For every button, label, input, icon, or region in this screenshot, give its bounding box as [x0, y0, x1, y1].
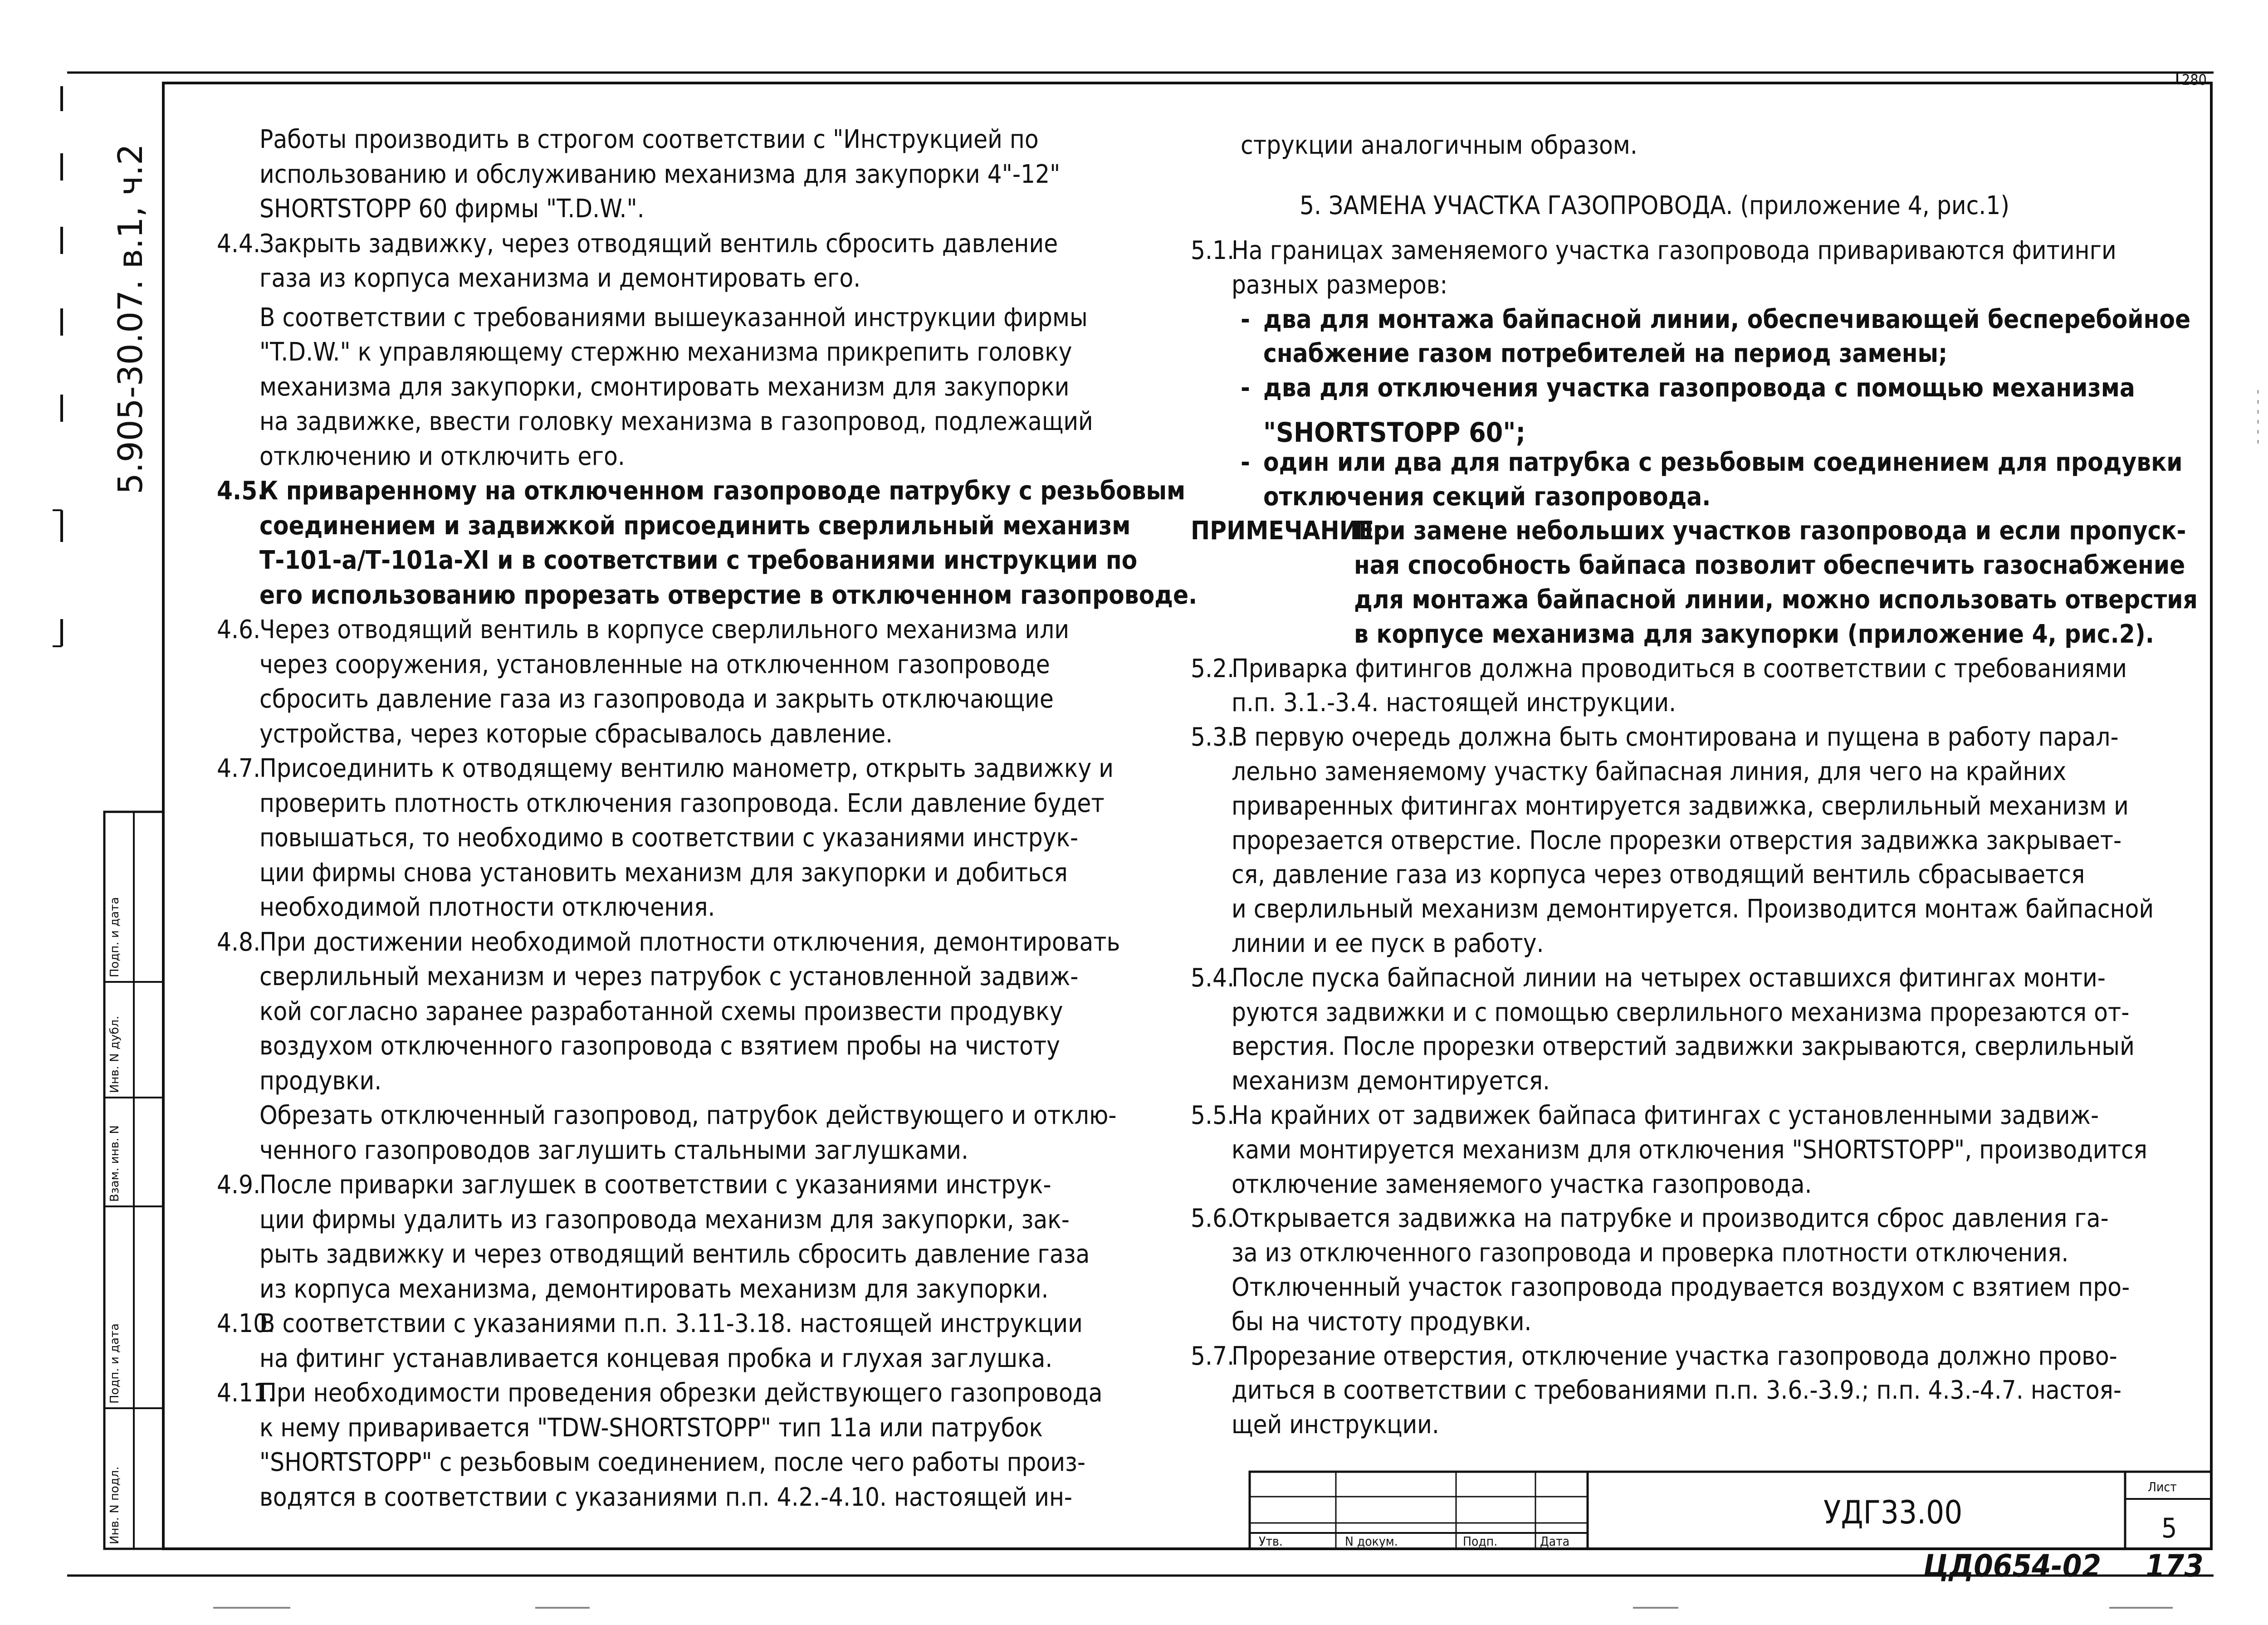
text-line: Отключенный участок газопровода продувается воздухом с взятием про- — [1232, 1273, 2130, 1302]
text-line: использованию и обслуживанию механизма для закупорки 4"-12" — [259, 159, 1061, 189]
text-line: ции фирмы снова установить механизм для закупорки и добиться — [259, 858, 1068, 888]
text-line: снабжение газом потребителей на период замены; — [1263, 339, 1948, 369]
text-line: бы на чистоту продувки. — [1232, 1307, 1532, 1337]
text-line: Закрыть задвижку, через отводящий вентиль сбросить давление — [259, 229, 1058, 259]
side-stamp-label: Инв. N дубл. — [108, 1015, 122, 1093]
side-stamp-label: Подп. и дата — [108, 897, 122, 977]
side-stamp-label: Взам. инв. N — [108, 1125, 122, 1202]
text-line: продувки. — [259, 1066, 382, 1096]
text-line: ная способность байпаса позволит обеспечить газоснабжение — [1354, 551, 2185, 581]
text-line: На границах заменяемого участка газопровода привариваются фитинги — [1232, 236, 2116, 265]
item-number: 5.3. — [1191, 722, 1235, 752]
item-number: 4.5. — [217, 476, 266, 506]
side-stamp-label: Инв. N подл. — [108, 1466, 122, 1544]
sheet-label: Лист — [2148, 1479, 2177, 1494]
text-line: сверлильный механизм и через патрубок с установленной задвиж- — [259, 962, 1079, 991]
text-line: В соответствии с требованиями вышеуказанной инструкции фирмы — [259, 303, 1088, 332]
text-line: за из отключенного газопровода и проверка плотности отключения. — [1232, 1238, 2069, 1268]
text-line: водятся в соответствии с указаниями п.п. 4.2.-4.10. настоящей ин- — [259, 1482, 1073, 1512]
text-line: "SHORTSTOPP 60"; — [1263, 417, 1526, 449]
text-line: К приваренному на отключенном газопроводе патрубку с резьбовым — [259, 476, 1186, 506]
item-number: 4.11. — [217, 1378, 275, 1408]
sheet-number: 5 — [2161, 1513, 2177, 1544]
item-number: 5.7. — [1191, 1341, 1235, 1371]
text-line: Присоединить к отводящему вентилю манометр, открыть задвижку и — [259, 754, 1114, 783]
side-stamp-label: Подп. и дата — [108, 1323, 122, 1404]
text-line: линии и ее пуск в работу. — [1232, 929, 1544, 958]
text-line: При достижении необходимой плотности отключения, демонтировать — [259, 927, 1120, 957]
text-line: прорезается отверстие. После прорезки отверстия задвижка закрывает- — [1232, 825, 2122, 855]
item-number: 4.8. — [217, 927, 261, 957]
text-line: повышаться, то необходимо в соответствии с указаниями инструк- — [259, 823, 1079, 853]
text-line: и сверлильный механизм демонтируется. Производится монтаж байпасной — [1232, 894, 2154, 924]
text-line: п.п. 3.1.-3.4. настоящей инструкции. — [1232, 688, 1677, 718]
text-line: газа из корпуса механизма и демонтировать его. — [259, 264, 861, 293]
text-line: устройства, через которые сбрасывалось давление. — [259, 719, 893, 749]
right-continuation: струкции аналогичным образом. — [1241, 131, 1637, 160]
section-title: 5. ЗАМЕНА УЧАСТКА ГАЗОПРОВОДА. (приложение 4, рис.1) — [1300, 191, 2009, 220]
text-line: отключение заменяемого участка газопровода. — [1232, 1169, 1812, 1199]
text-line: на фитинг устанавливается концевая пробка и глухая заглушка. — [259, 1343, 1053, 1373]
text-line: верстия. После прорезки отверстий задвижки закрываются, сверлильный — [1232, 1032, 2135, 1062]
text-line: "T.D.W." к управляющему стержню механизма прикрепить головку — [259, 337, 1072, 367]
item-number: - — [1241, 447, 1250, 477]
item-number: 5.4. — [1191, 963, 1235, 993]
text-line: ции фирмы удалить из газопровода механизм для закупорки, зак- — [259, 1205, 1070, 1235]
text-line: Через отводящий вентиль в корпусе сверлильного механизма или — [259, 615, 1070, 644]
item-number: 5.1. — [1191, 236, 1235, 265]
item-number: 5.5. — [1191, 1101, 1235, 1130]
text-line: Обрезать отключенный газопровод, патрубок действующего и отклю- — [259, 1101, 1117, 1130]
handwritten-page: 173 — [2146, 1548, 2204, 1584]
page-number: 280 — [2182, 71, 2207, 88]
item-number: 4.7. — [217, 754, 261, 783]
text-line: Т-101-а/Т-101а-XI и в соответствии с требованиями инструкции по — [259, 546, 1138, 575]
text-line: сбросить давление газа из газопровода и закрыть отключающие — [259, 684, 1054, 714]
item-number: ПРИМЕЧАНИЕ: — [1191, 516, 1383, 546]
item-number: - — [1241, 373, 1250, 403]
text-line: ченного газопроводов заглушить стальными заглушками. — [259, 1135, 968, 1165]
document-code: 5.905-30.07. в.1, ч.2 — [111, 143, 150, 494]
text-line: В первую очередь должна быть смонтирована и пущена в работу парал- — [1232, 722, 2119, 752]
text-line: механизм демонтируется. — [1232, 1066, 1550, 1096]
text-line: руются задвижки и с помощью сверлильного механизма прорезаются от- — [1232, 997, 2130, 1027]
text-line: рыть задвижку и через отводящий вентиль сбросить давление газа — [259, 1239, 1090, 1269]
text-line: отключения секций газопровода. — [1263, 482, 1711, 512]
text-line: приваренных фитингах монтируется задвижка, сверлильный механизм и — [1232, 791, 2129, 821]
text-line: два для отключения участка газопровода с помощью механизма — [1263, 373, 2135, 403]
designation: УДГ33.00 — [1823, 1494, 1963, 1531]
text-line: SHORTSTOPP 60 фирмы "T.D.W.". — [259, 194, 645, 224]
text-line: из корпуса механизма, демонтировать механизм для закупорки. — [259, 1274, 1049, 1304]
text-line: проверить плотность отключения газопровода. Если давление будет — [259, 788, 1105, 818]
text-line: через сооружения, установленные на отключенном газопроводе — [259, 649, 1050, 679]
text-line: соединением и задвижкой присоединить сверлильный механизм — [259, 511, 1131, 541]
text-line: После приварки заглушек в соответствии с указаниями инструк- — [259, 1170, 1051, 1200]
text-line: механизма для закупорки, смонтировать механизм для закупорки — [259, 372, 1070, 402]
text-line: в корпусе механизма для закупорки (приложение 4, рис.2). — [1354, 619, 2154, 649]
text-line: один или два для патрубка с резьбовым соединением для продувки — [1263, 447, 2183, 477]
text-line: ся, давление газа из корпуса через отводящий вентиль сбрасывается — [1232, 860, 2085, 890]
title-block-label-sign: Подп. — [1463, 1534, 1498, 1549]
text-line: для монтажа байпасной линии, можно использовать отверстия — [1354, 585, 2198, 615]
title-block-label-doc: N докум. — [1345, 1534, 1398, 1549]
text-line: его использованию прорезать отверстие в отключенном газопроводе. — [259, 580, 1198, 610]
text-line: "SHORTSTOPP" с резьбовым соединением, после чего работы произ- — [259, 1448, 1086, 1477]
text-line: После пуска байпасной линии на четырех оставшихся фитингах монти- — [1232, 963, 2106, 993]
title-block-label-utv: Утв. — [1259, 1534, 1283, 1549]
text-line: Открывается задвижка на патрубке и производится сброс давления га- — [1232, 1204, 2109, 1234]
item-number: 5.2. — [1191, 654, 1235, 683]
text-line: воздухом отключенного газопровода с взятием пробы на чистоту — [259, 1031, 1060, 1061]
text-line: ками монтируется механизм для отключения "SHORTSTOPP", производится — [1232, 1135, 2147, 1165]
text-line: щей инструкции. — [1232, 1410, 1439, 1440]
item-number: 5.6. — [1191, 1204, 1235, 1234]
handwritten-ref: ЦД0654-02 — [1923, 1548, 2102, 1584]
text-line: диться в соответствии с требованиями п.п. 3.6.-3.9.; п.п. 4.3.-4.7. настоя- — [1232, 1376, 2121, 1405]
text-line: необходимой плотности отключения. — [259, 893, 715, 922]
item-number: 4.9. — [217, 1170, 261, 1200]
item-number: 4.4. — [217, 229, 261, 259]
text-line: В соответствии с указаниями п.п. 3.11-3.18. настоящей инструкции — [259, 1309, 1083, 1338]
text-line: Прорезание отверстия, отключение участка газопровода должно прово- — [1232, 1341, 2117, 1371]
text-line: отключению и отключить его. — [259, 441, 625, 471]
text-line: два для монтажа байпасной линии, обеспечивающей бесперебойное — [1263, 304, 2191, 334]
text-line: разных размеров: — [1232, 270, 1448, 300]
title-block-label-date: Дата — [1540, 1534, 1570, 1549]
text-line: на задвижке, ввести головку механизма в газопровод, подлежащий — [259, 407, 1093, 436]
text-line: кой согласно заранее разработанной схемы произвести продувку — [259, 996, 1063, 1026]
item-number: 4.6. — [217, 615, 261, 644]
text-line: Приварка фитингов должна проводиться в соответствии с требованиями — [1232, 654, 2127, 683]
text-line: лельно заменяемому участку байпасная линия, для чего на крайних — [1232, 757, 2067, 786]
text-line: Работы производить в строгом соответствии с "Инструкцией по — [259, 125, 1039, 154]
text-line: к нему приваривается "TDW-SHORTSTOPP" тип 11а или патрубок — [259, 1413, 1043, 1443]
item-number: 4.10. — [217, 1309, 275, 1338]
item-number: - — [1241, 304, 1250, 334]
text-line: При замене небольших участков газопровода и если пропуск- — [1354, 516, 2186, 546]
text-line: На крайних от задвижек байпаса фитингах с установленными задвиж- — [1232, 1101, 2099, 1130]
text-line: При необходимости проведения обрезки действующего газопровода — [259, 1378, 1103, 1408]
